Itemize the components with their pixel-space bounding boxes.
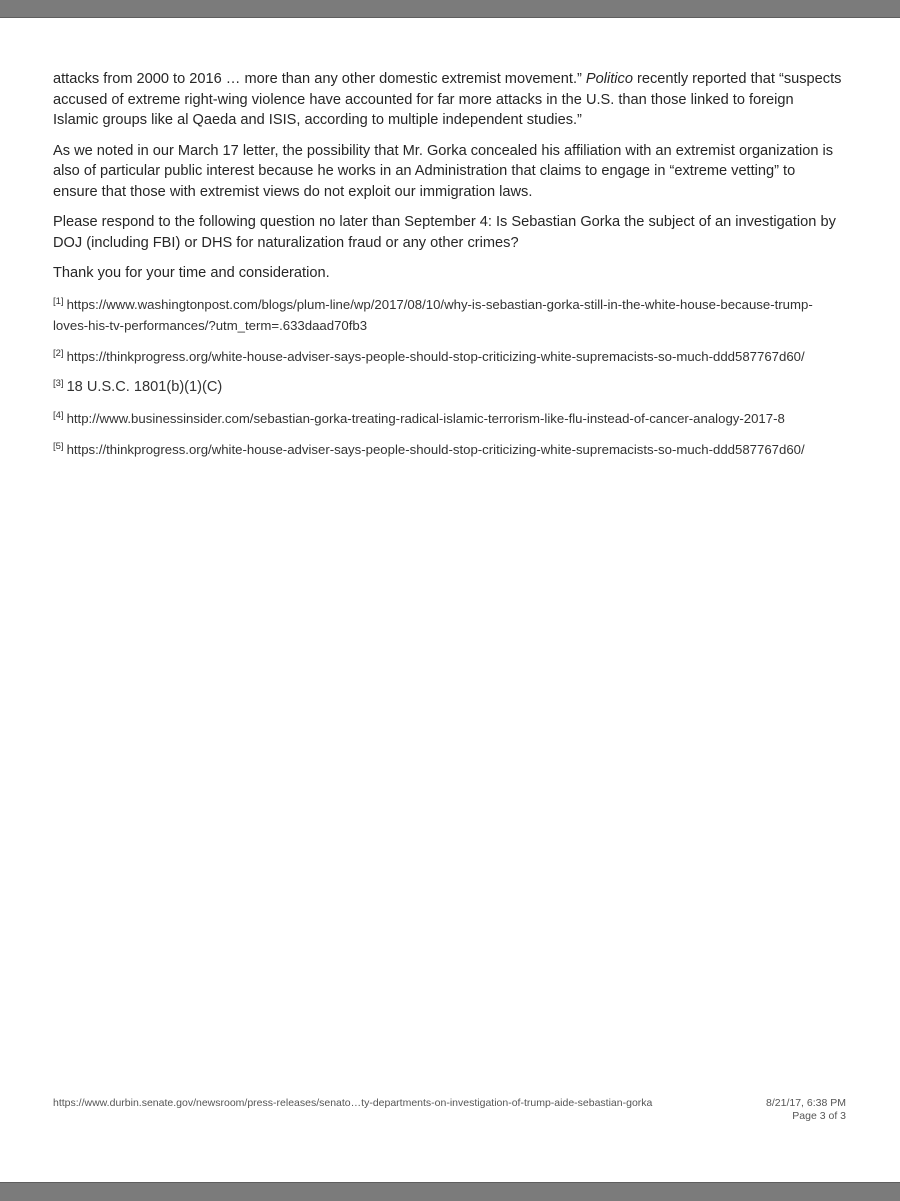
paragraph-thanks: Thank you for your time and consideration. — [53, 265, 330, 281]
footnote-marker: [3] — [53, 377, 64, 389]
footnote-marker: [4] — [53, 409, 64, 421]
footnote-link[interactable]: https://thinkprogress.org/white-house-adviser-says-people-should-stop-criticizing-white-supremacists-so-much-ddd587767d60/ — [66, 441, 805, 457]
paragraph-question: Please respond to the following question no later than September 4: Is Sebastian Gorka the subject of an investigation by DOJ (including FBI) or DHS for naturalization fraud or any other crimes? — [53, 214, 836, 251]
footnote-5 — [53, 439, 843, 460]
footer-meta — [766, 1097, 846, 1123]
paragraph-extremism-stats: attacks from 2000 to 2016 … more than any other domestic extremist movement.” Politico recently reported that “suspects accused of extreme right-wing violence have accounted for far more attacks in the U.S. than those linked to foreign Islamic groups like al Qaeda and ISIS, according to multiple independent studies.” — [53, 71, 842, 128]
footnote-marker: [5] — [53, 440, 64, 452]
top-scroll-bar — [0, 0, 900, 18]
paragraph-march-letter: As we noted in our March 17 letter, the possibility that Mr. Gorka concealed his affiliation with an extremist organization is also of particular public interest because he works in an Administration that claims to engage in “extreme vetting” to ensure that those with extremist views do not exploit our immigration laws. — [53, 142, 834, 200]
footnote-marker: [2] — [53, 347, 64, 359]
footnote-2 — [53, 346, 843, 367]
footnote-link[interactable]: https://thinkprogress.org/white-house-adviser-says-people-should-stop-criticizing-white-supremacists-so-much-ddd587767d60/ — [66, 348, 805, 364]
bottom-scroll-bar — [0, 1182, 900, 1201]
footnote-link[interactable]: https://www.washingtonpost.com/blogs/plum-line/wp/2017/08/10/why-is-sebastian-gorka-still-in-the-white-house-because-trump-loves-his-tv-performances/?utm_term=.633daad70fb3 — [53, 296, 813, 333]
footnote-citation: 18 U.S.C. 1801(b)(1)(C) — [66, 378, 223, 395]
footnote-marker: [1] — [53, 295, 64, 307]
footer-datetime: 8/21/17, 6:38 PM — [766, 1097, 846, 1109]
footnote-1 — [53, 294, 843, 336]
footer-page-number: Page 3 of 3 — [792, 1110, 846, 1122]
politico-italic: Politico — [585, 71, 633, 87]
footer-source-url: https://www.durbin.senate.gov/newsroom/press-releases/senato…ty-departments-on-investigation-of-trump-aide-sebastian-gorka — [53, 1097, 653, 1109]
footnote-link[interactable]: http://www.businessinsider.com/sebastian-gorka-treating-radical-islamic-terrorism-like-flu-instead-of-cancer-analogy-2017-8 — [66, 410, 785, 426]
footnote-4 — [53, 408, 843, 429]
footnote-3 — [53, 377, 843, 398]
document-body — [53, 69, 843, 470]
